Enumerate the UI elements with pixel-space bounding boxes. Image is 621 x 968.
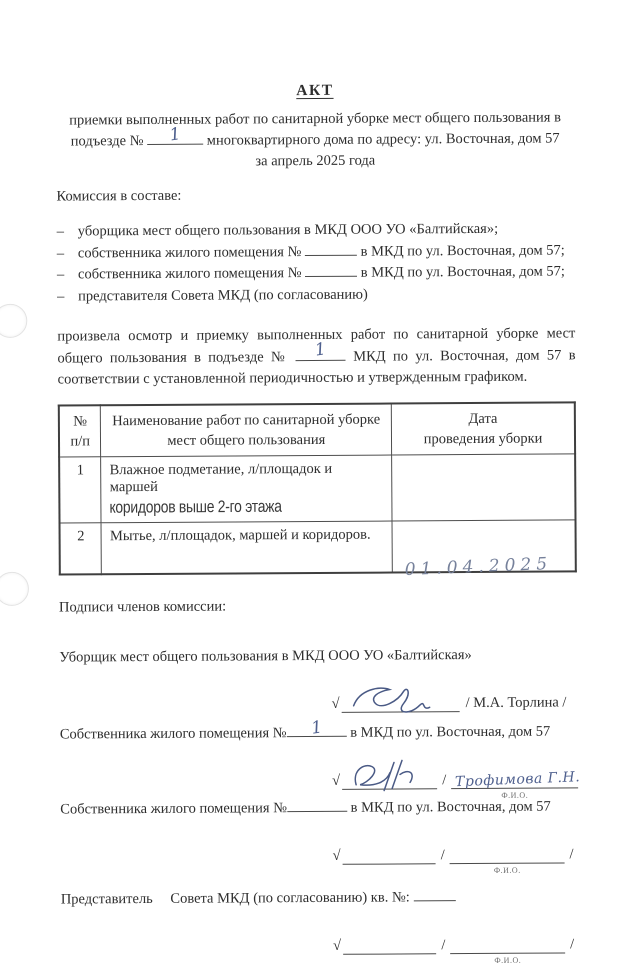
subtitle-line2-post: многоквартирного дома по адресу: ул. Восточная, дом 57 xyxy=(206,130,560,149)
entrance-number-blank xyxy=(147,124,203,146)
commission-member xyxy=(57,218,575,243)
row1-work-line2: коридоров выше 2-го этажа xyxy=(109,496,283,517)
subtitle-line2-pre: подъезде № xyxy=(70,133,144,150)
owner2-name-line xyxy=(450,849,565,875)
inspection-paragraph xyxy=(57,323,575,391)
table-row xyxy=(60,519,576,574)
list-dash: – xyxy=(56,245,65,262)
subtitle-line3: за апрель 2025 года xyxy=(255,152,376,170)
table-row xyxy=(59,453,575,522)
row1-work-line1: Влажное подметание, л/площадок и маршей xyxy=(109,460,333,495)
header-num: № п/п xyxy=(59,405,101,457)
owner1-signature-row xyxy=(332,754,581,800)
document-title: АКТ xyxy=(296,81,334,100)
list-dash: – xyxy=(57,288,65,305)
row2-work: Мытье, л/площадок, маршей и коридоров. xyxy=(101,521,392,575)
header-date: Дата проведения уборки xyxy=(391,402,575,455)
commission-member xyxy=(57,261,575,286)
member-text: собственника жилого помещения № в МКД по ул. Восточная, дом 57; xyxy=(77,241,565,261)
table-header-row xyxy=(59,402,575,457)
representative-signature-line xyxy=(343,940,436,955)
entrance-number-blank-2 xyxy=(296,339,346,361)
owner2-label: Собственника жилого помещения № в МКД по ул. Восточная, дом 57 xyxy=(60,798,551,818)
owner1-signature-line xyxy=(342,775,437,790)
check-mark: √ xyxy=(331,695,340,712)
row2-num: 2 xyxy=(60,522,102,574)
cleaning-date-handwritten: 01.04.2025 xyxy=(404,553,553,580)
row2-date xyxy=(392,519,576,580)
commission-list xyxy=(57,218,576,307)
fio-label: Ф.И.О. xyxy=(494,955,522,965)
subtitle-line1: приемки выполненных работ по санитарной уборке мест общего пользования в xyxy=(69,109,561,129)
row1-num: 1 xyxy=(59,456,101,522)
signatures-heading: Подписи членов комиссии: xyxy=(58,598,227,616)
cleaner-signature-row xyxy=(331,677,577,713)
cleaner-printed-name: / М.А. Торлина / xyxy=(465,694,567,712)
apartment-number-blank xyxy=(305,242,357,255)
check-mark: √ xyxy=(333,937,342,954)
owner1-apartment-blank xyxy=(287,717,347,739)
representative-apartment-blank xyxy=(413,888,455,901)
document-subtitle xyxy=(56,107,574,173)
work-table xyxy=(58,401,577,580)
fio-label: Ф.И.О. xyxy=(493,865,521,875)
owner1-apartment-handwritten: 1 xyxy=(309,717,324,739)
cleaner-signature-line xyxy=(342,698,460,713)
check-mark: √ xyxy=(332,772,341,789)
slash-separator: / xyxy=(441,937,446,954)
representative-signature-row xyxy=(333,919,579,965)
owner1-name-line xyxy=(451,769,581,800)
entrance-number-handwritten-2: 1 xyxy=(313,339,328,361)
cleaner-signature-scribble xyxy=(349,683,433,718)
row1-work xyxy=(101,455,392,523)
owner2-signature-row xyxy=(332,829,578,875)
list-dash: – xyxy=(56,223,65,240)
member-text: представителя Совета МКД (по согласованию) xyxy=(78,286,368,304)
slash-separator: / xyxy=(570,936,575,953)
member-text: собственника жилого помещения № в МКД по ул. Восточная, дом 57; xyxy=(77,263,565,283)
owner1-signature-scribble xyxy=(350,758,430,794)
slash-separator: / xyxy=(569,846,574,863)
fio-label: Ф.И.О. xyxy=(501,790,529,800)
apartment-number-blank xyxy=(305,264,357,277)
owner1-handwritten-name: Трофимова Г.Н. xyxy=(454,769,581,791)
list-dash: – xyxy=(56,266,65,283)
cleaner-label: Уборщик мест общего пользования в МКД ООО УО «Балтийская» xyxy=(59,647,472,666)
owner2-apartment-blank xyxy=(287,799,347,812)
header-work: Наименование работ по санитарной уборке мест общего пользования xyxy=(101,403,392,456)
owner1-label: Собственника жилого помещения № 1 в МКД по ул. Восточная, дом 57 xyxy=(59,717,551,743)
owner2-signature-line xyxy=(342,850,435,865)
commission-member xyxy=(57,283,575,308)
row1-date xyxy=(392,453,576,520)
inspection-text-pre: произвела осмотр и приемку выполненных работ по санитарной уборке мест общего пользования в подъезде № xyxy=(57,325,576,367)
member-text: уборщика мест общего пользования в МКД ООО УО «Балтийская»; xyxy=(77,220,499,240)
entrance-number-handwritten: 1 xyxy=(168,124,182,146)
slash-separator: / xyxy=(440,847,445,864)
representative-label: Представитель Совета МКД (по согласованию) кв. №: xyxy=(61,887,579,908)
representative-name-line xyxy=(450,939,565,965)
check-mark: √ xyxy=(332,847,341,864)
slash-separator: / xyxy=(442,772,447,789)
commission-member xyxy=(57,240,575,265)
commission-heading: Комиссия в составе: xyxy=(56,187,182,205)
inspection-text-post: МКД по ул. Восточная, дом 57 в соответствии с установленной периодичностью и утвержденным графиком. xyxy=(57,346,576,388)
